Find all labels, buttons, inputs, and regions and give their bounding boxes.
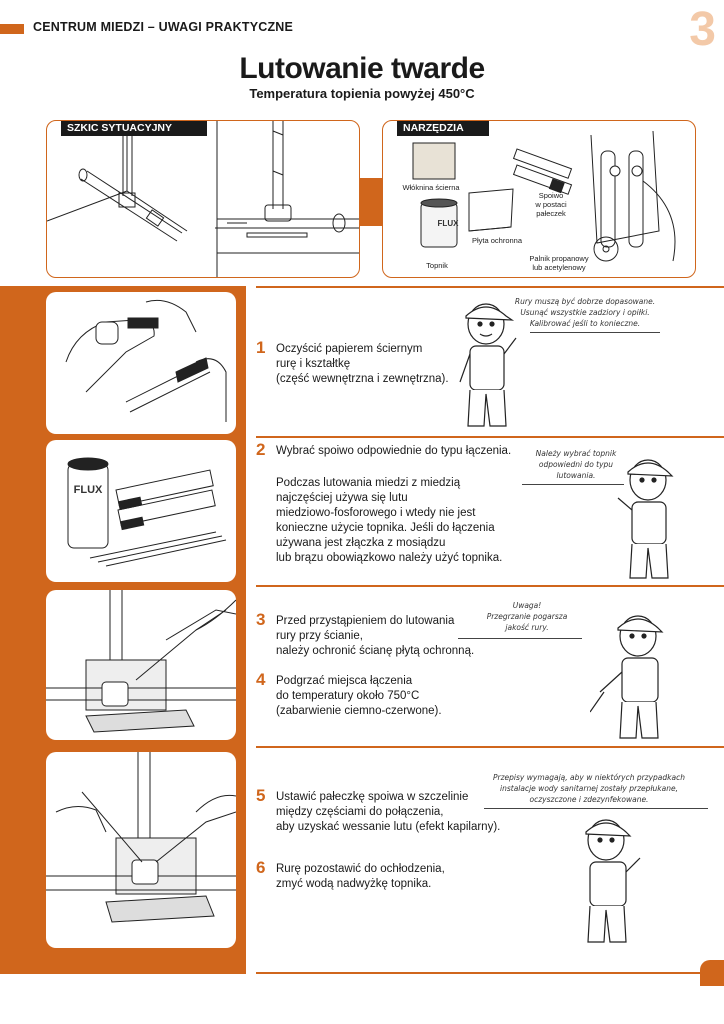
tool-label-flux: Topnik	[426, 261, 448, 270]
mascot-plumber-2	[612, 458, 684, 582]
tip-bubble-1: Rury muszą być dobrze dopasowane. Usunąć wszystkie zadziory i opiłki. Kalibrować jeśli to konieczne.	[514, 297, 656, 328]
flux-and-rods-illustration	[46, 440, 236, 582]
step-note-2: Podczas lutowania miedzi z miedzią najczęściej używa się lutu miedziowo-fosforowego i wtedy nie jest konieczne użycie topnika. Jeśli do łączenia używana jest złączka z mosiądzu lub brązu obowiązkowo należy użyć topnika.	[276, 477, 503, 564]
flux-jar-label: FLUX	[437, 219, 459, 228]
row-divider-1	[256, 286, 724, 288]
flux-jar-label-2: FLUX	[73, 484, 103, 496]
sketch-illustration	[47, 121, 360, 278]
tools-box	[382, 120, 696, 278]
step-number-4: 4	[256, 670, 266, 689]
page-number: 3	[689, 3, 716, 56]
row-divider-4	[256, 746, 724, 748]
step-text-1: Oczyścić papierem ściernym rurę i kształtkę (część wewnętrzna i zewnętrzna).	[276, 343, 449, 385]
page-subtitle: Temperatura topienia powyżej 450°C	[249, 86, 475, 101]
tool-label-plate: Płyta ochronna	[471, 236, 523, 245]
step-text-4: Podgrzać miejsca łączenia do temperatury około 750°C (zabarwienie ciemno-czerwone).	[276, 675, 442, 717]
protective-plate-illustration	[46, 590, 236, 740]
step-text-3: Przed przystąpieniem do lutowania rury przy ścianie, należy ochronić ścianę płytą ochronną.	[276, 615, 475, 657]
sketch-box	[46, 120, 360, 278]
bubble-line-4	[484, 808, 708, 809]
step5-illustration	[46, 752, 236, 948]
row-divider-3	[256, 585, 724, 587]
row-divider-5	[256, 972, 724, 974]
page-corner-tab	[700, 960, 724, 986]
section-title: CENTRUM MIEDZI – UWAGI PRAKTYCZNE	[33, 20, 294, 34]
row-divider-2	[256, 436, 724, 438]
step-text-6: Rurę pozostawić do ochłodzenia, zmyć wodą nadwyżkę topnika.	[276, 863, 445, 890]
step3-illustration	[46, 590, 236, 740]
step2-illustration	[46, 440, 236, 582]
bubble-line-3	[458, 638, 582, 639]
step-text-5: Ustawić pałeczkę spoiwa w szczelinie między częściami do połączenia, aby uzyskać wessanie lutu (efekt kapilarny).	[276, 791, 501, 833]
tool-label-torch: Palnik propanowy lub acetylenowy	[529, 254, 589, 272]
tip-bubble-2: Należy wybrać topnik odpowiedni do typu lutowania.	[535, 449, 617, 480]
brazing-hands-illustration	[46, 752, 236, 948]
mascot-plumber-1	[456, 302, 526, 430]
tool-label-rods: Spoiwo w postaci pałeczek	[535, 191, 567, 218]
mascot-plumber-4	[570, 816, 650, 946]
tools-tab: NARZĘDZIA	[397, 120, 489, 136]
step-number-3: 3	[256, 610, 266, 629]
hands-cleaning-illustration	[46, 292, 236, 434]
step-number-1: 1	[256, 338, 266, 357]
header-accent-bar	[0, 24, 24, 34]
bubble-line-2	[522, 484, 624, 485]
step1-illustration	[46, 292, 236, 434]
box-connector	[358, 178, 384, 226]
step-text-2: Wybrać spoiwo odpowiednie do typu łączenia.	[276, 445, 512, 457]
tip-bubble-3: Uwaga! Przegrzanie pogarsza jakość rury.	[486, 601, 568, 632]
mascot-plumber-3	[590, 612, 690, 744]
sketch-tab: SZKIC SYTUACYJNY	[61, 120, 207, 136]
step-number-6: 6	[256, 858, 266, 877]
page-title: Lutowanie twarde	[239, 52, 485, 85]
tool-label-wool: Włóknina ścierna	[402, 183, 460, 192]
step-number-2: 2	[256, 440, 266, 459]
bubble-line-1	[530, 332, 660, 333]
tip-bubble-4: Przepisy wymagają, aby w niektórych przypadkach instalacje wody sanitarnej zostały przepłukane, oczyszczone i zdezynfekowane.	[493, 773, 685, 804]
step-number-5: 5	[256, 786, 266, 805]
